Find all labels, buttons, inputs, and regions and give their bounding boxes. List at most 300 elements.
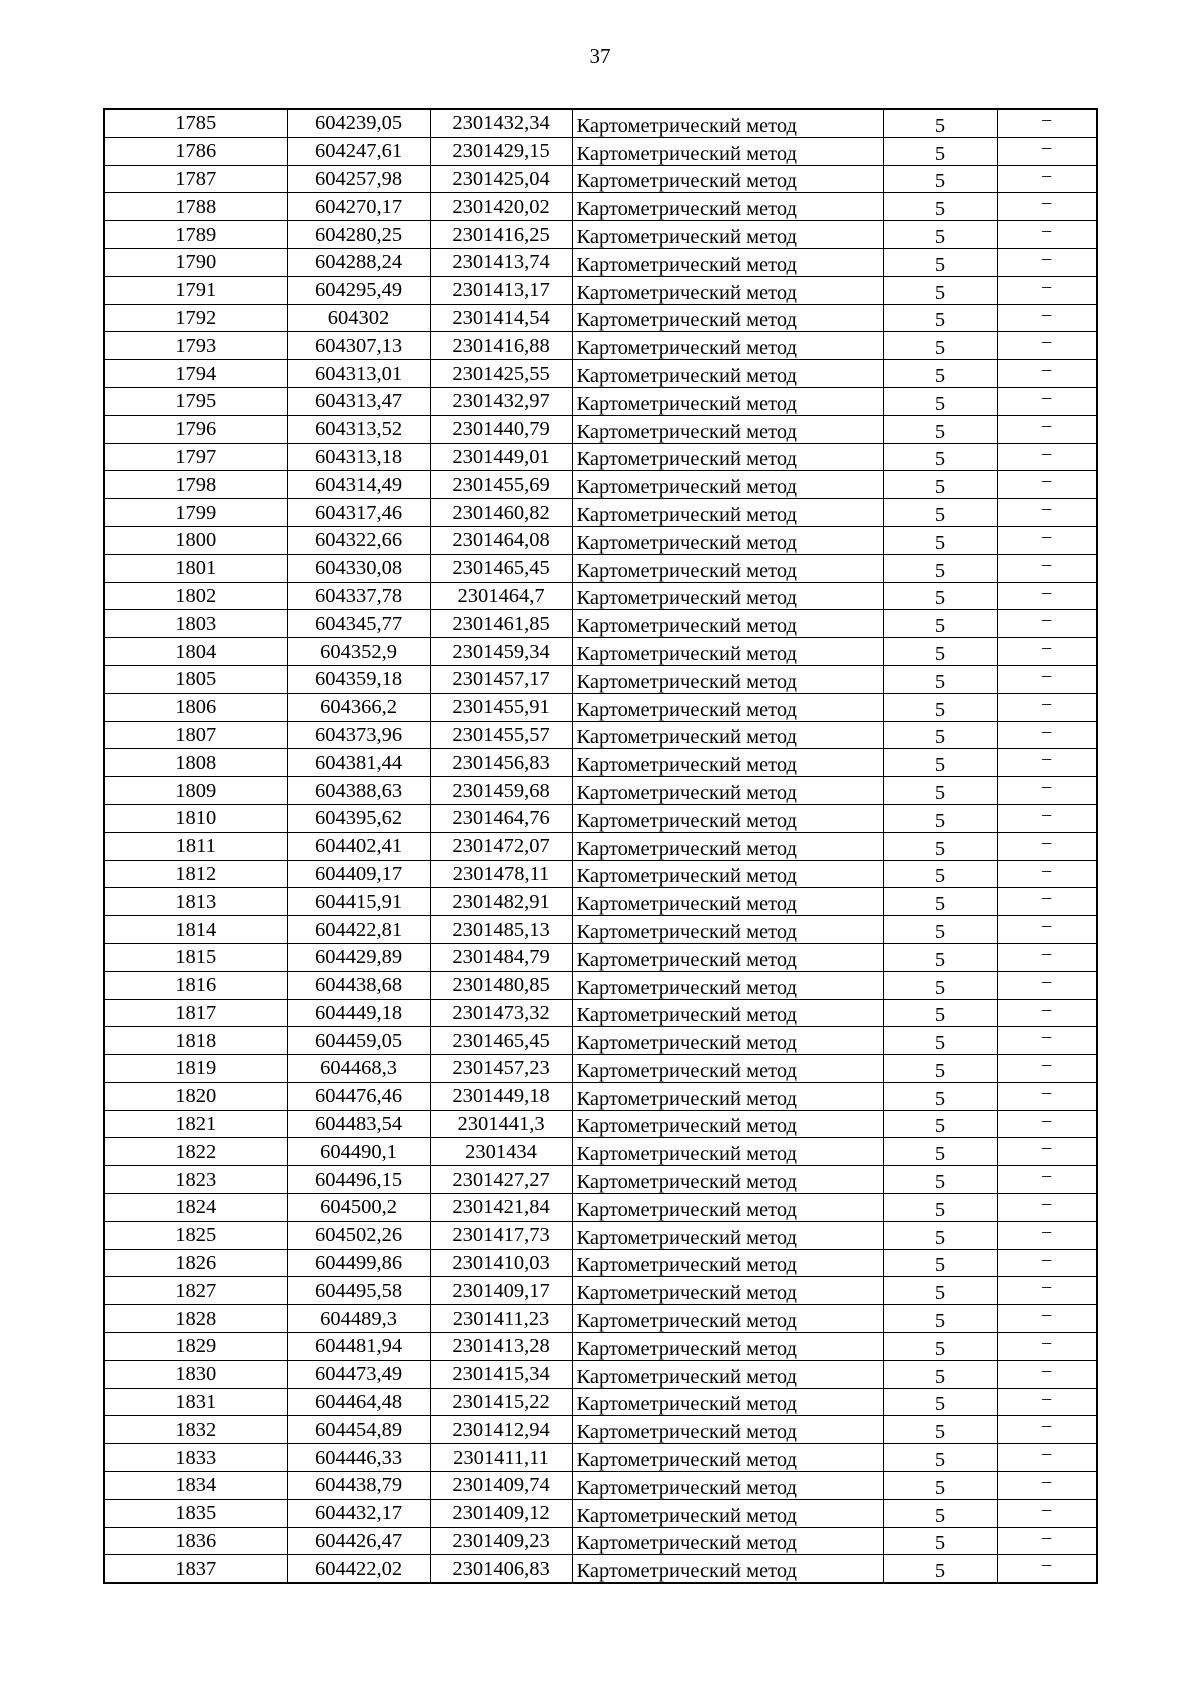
x-coordinate-cell: 604499,86 [287,1249,430,1277]
point-number-cell: 1823 [104,1166,287,1194]
y-coordinate-cell: 2301417,73 [430,1221,572,1249]
accuracy-cell: 5 [883,471,997,499]
note-cell: – [997,1360,1097,1388]
point-number-cell: 1831 [104,1388,287,1416]
point-number-cell: 1816 [104,971,287,999]
x-coordinate-cell: 604500,2 [287,1194,430,1222]
x-coordinate-cell: 604257,98 [287,165,430,193]
table-row [104,1360,1097,1388]
point-number-cell: 1822 [104,1138,287,1166]
y-coordinate-cell: 2301413,17 [430,276,572,304]
note-cell: – [997,1249,1097,1277]
y-coordinate-cell: 2301409,12 [430,1499,572,1527]
x-coordinate-cell: 604429,89 [287,943,430,971]
table-row [104,276,1097,304]
accuracy-cell: 5 [883,165,997,193]
table-row [104,1138,1097,1166]
table-row [104,1444,1097,1472]
accuracy-cell: 5 [883,109,997,137]
accuracy-cell: 5 [883,804,997,832]
table-row [104,471,1097,499]
y-coordinate-cell: 2301441,3 [430,1110,572,1138]
accuracy-cell: 5 [883,193,997,221]
accuracy-cell: 5 [883,1388,997,1416]
y-coordinate-cell: 2301420,02 [430,193,572,221]
method-cell: Картометрический метод [572,1360,883,1388]
accuracy-cell: 5 [883,248,997,276]
x-coordinate-cell: 604468,3 [287,1055,430,1083]
table-row [104,916,1097,944]
accuracy-cell: 5 [883,1416,997,1444]
note-cell: – [997,693,1097,721]
accuracy-cell: 5 [883,221,997,249]
y-coordinate-cell: 2301459,34 [430,638,572,666]
method-cell: Картометрический метод [572,721,883,749]
method-cell: Картометрический метод [572,804,883,832]
method-cell: Картометрический метод [572,832,883,860]
note-cell: – [997,360,1097,388]
method-cell: Картометрический метод [572,499,883,527]
table-row [104,332,1097,360]
point-number-cell: 1799 [104,499,287,527]
method-cell: Картометрический метод [572,1027,883,1055]
x-coordinate-cell: 604247,61 [287,137,430,165]
note-cell: – [997,1027,1097,1055]
table-row [104,971,1097,999]
method-cell: Картометрический метод [572,1194,883,1222]
y-coordinate-cell: 2301425,55 [430,360,572,388]
y-coordinate-cell: 2301464,7 [430,582,572,610]
table-row [104,137,1097,165]
point-number-cell: 1829 [104,1333,287,1361]
table-row [104,888,1097,916]
y-coordinate-cell: 2301409,17 [430,1277,572,1305]
x-coordinate-cell: 604313,47 [287,387,430,415]
method-cell: Картометрический метод [572,1249,883,1277]
point-number-cell: 1800 [104,526,287,554]
point-number-cell: 1791 [104,276,287,304]
coordinates-table [103,108,1098,1584]
point-number-cell: 1794 [104,360,287,388]
accuracy-cell: 5 [883,888,997,916]
method-cell: Картометрический метод [572,1221,883,1249]
method-cell: Картометрический метод [572,943,883,971]
x-coordinate-cell: 604489,3 [287,1305,430,1333]
table-row [104,999,1097,1027]
point-number-cell: 1804 [104,638,287,666]
accuracy-cell: 5 [883,1055,997,1083]
point-number-cell: 1795 [104,387,287,415]
point-number-cell: 1803 [104,610,287,638]
note-cell: – [997,1277,1097,1305]
accuracy-cell: 5 [883,749,997,777]
x-coordinate-cell: 604422,81 [287,916,430,944]
note-cell: – [997,304,1097,332]
accuracy-cell: 5 [883,1249,997,1277]
note-cell: – [997,554,1097,582]
y-coordinate-cell: 2301425,04 [430,165,572,193]
accuracy-cell: 5 [883,1527,997,1555]
note-cell: – [997,1055,1097,1083]
point-number-cell: 1808 [104,749,287,777]
accuracy-cell: 5 [883,1333,997,1361]
table-row [104,1110,1097,1138]
x-coordinate-cell: 604239,05 [287,109,430,137]
accuracy-cell: 5 [883,387,997,415]
point-number-cell: 1825 [104,1221,287,1249]
method-cell: Картометрический метод [572,332,883,360]
table-row [104,804,1097,832]
method-cell: Картометрический метод [572,193,883,221]
point-number-cell: 1830 [104,1360,287,1388]
x-coordinate-cell: 604307,13 [287,332,430,360]
x-coordinate-cell: 604313,18 [287,443,430,471]
point-number-cell: 1826 [104,1249,287,1277]
y-coordinate-cell: 2301455,91 [430,693,572,721]
accuracy-cell: 5 [883,1277,997,1305]
note-cell: – [997,276,1097,304]
x-coordinate-cell: 604337,78 [287,582,430,610]
accuracy-cell: 5 [883,777,997,805]
table-row [104,1221,1097,1249]
point-number-cell: 1790 [104,248,287,276]
point-number-cell: 1801 [104,554,287,582]
method-cell: Картометрический метод [572,443,883,471]
point-number-cell: 1824 [104,1194,287,1222]
y-coordinate-cell: 2301415,34 [430,1360,572,1388]
x-coordinate-cell: 604464,48 [287,1388,430,1416]
y-coordinate-cell: 2301449,01 [430,443,572,471]
note-cell: – [997,1527,1097,1555]
x-coordinate-cell: 604426,47 [287,1527,430,1555]
note-cell: – [997,1194,1097,1222]
note-cell: – [997,471,1097,499]
y-coordinate-cell: 2301409,74 [430,1472,572,1500]
point-number-cell: 1793 [104,332,287,360]
method-cell: Картометрический метод [572,971,883,999]
x-coordinate-cell: 604449,18 [287,999,430,1027]
y-coordinate-cell: 2301457,23 [430,1055,572,1083]
page-number: 37 [589,44,611,68]
table-row [104,1472,1097,1500]
point-number-cell: 1821 [104,1110,287,1138]
method-cell: Картометрический метод [572,610,883,638]
method-cell: Картометрический метод [572,554,883,582]
table-row [104,582,1097,610]
accuracy-cell: 5 [883,1110,997,1138]
x-coordinate-cell: 604409,17 [287,860,430,888]
accuracy-cell: 5 [883,276,997,304]
accuracy-cell: 5 [883,1194,997,1222]
table-row [104,638,1097,666]
x-coordinate-cell: 604496,15 [287,1166,430,1194]
method-cell: Картометрический метод [572,304,883,332]
table-row [104,387,1097,415]
note-cell: – [997,721,1097,749]
x-coordinate-cell: 604317,46 [287,499,430,527]
table-row [104,443,1097,471]
table-row [104,1249,1097,1277]
method-cell: Картометрический метод [572,137,883,165]
x-coordinate-cell: 604280,25 [287,221,430,249]
x-coordinate-cell: 604330,08 [287,554,430,582]
method-cell: Картометрический метод [572,276,883,304]
note-cell: – [997,1082,1097,1110]
accuracy-cell: 5 [883,1305,997,1333]
method-cell: Картометрический метод [572,471,883,499]
note-cell: – [997,971,1097,999]
table-row [104,415,1097,443]
x-coordinate-cell: 604438,68 [287,971,430,999]
table-row [104,554,1097,582]
x-coordinate-cell: 604476,46 [287,1082,430,1110]
table-row [104,1055,1097,1083]
x-coordinate-cell: 604483,54 [287,1110,430,1138]
y-coordinate-cell: 2301410,03 [430,1249,572,1277]
x-coordinate-cell: 604481,94 [287,1333,430,1361]
point-number-cell: 1828 [104,1305,287,1333]
note-cell: – [997,332,1097,360]
point-number-cell: 1785 [104,109,287,137]
method-cell: Картометрический метод [572,1527,883,1555]
y-coordinate-cell: 2301459,68 [430,777,572,805]
point-number-cell: 1787 [104,165,287,193]
note-cell: – [997,1388,1097,1416]
point-number-cell: 1815 [104,943,287,971]
accuracy-cell: 5 [883,1499,997,1527]
point-number-cell: 1827 [104,1277,287,1305]
x-coordinate-cell: 604422,02 [287,1555,430,1583]
y-coordinate-cell: 2301414,54 [430,304,572,332]
y-coordinate-cell: 2301473,32 [430,999,572,1027]
y-coordinate-cell: 2301432,97 [430,387,572,415]
x-coordinate-cell: 604388,63 [287,777,430,805]
x-coordinate-cell: 604438,79 [287,1472,430,1500]
method-cell: Картометрический метод [572,1333,883,1361]
note-cell: – [997,1444,1097,1472]
point-number-cell: 1786 [104,137,287,165]
note-cell: – [997,415,1097,443]
y-coordinate-cell: 2301484,79 [430,943,572,971]
x-coordinate-cell: 604495,58 [287,1277,430,1305]
point-number-cell: 1802 [104,582,287,610]
accuracy-cell: 5 [883,1444,997,1472]
accuracy-cell: 5 [883,971,997,999]
x-coordinate-cell: 604345,77 [287,610,430,638]
table-row [104,526,1097,554]
accuracy-cell: 5 [883,943,997,971]
y-coordinate-cell: 2301413,74 [430,248,572,276]
point-number-cell: 1814 [104,916,287,944]
x-coordinate-cell: 604473,49 [287,1360,430,1388]
method-cell: Картометрический метод [572,693,883,721]
accuracy-cell: 5 [883,721,997,749]
method-cell: Картометрический метод [572,221,883,249]
accuracy-cell: 5 [883,499,997,527]
method-cell: Картометрический метод [572,248,883,276]
accuracy-cell: 5 [883,665,997,693]
y-coordinate-cell: 2301460,82 [430,499,572,527]
x-coordinate-cell: 604359,18 [287,665,430,693]
y-coordinate-cell: 2301480,85 [430,971,572,999]
method-cell: Картометрический метод [572,165,883,193]
table-row [104,860,1097,888]
y-coordinate-cell: 2301457,17 [430,665,572,693]
note-cell: – [997,443,1097,471]
accuracy-cell: 5 [883,137,997,165]
note-cell: – [997,860,1097,888]
method-cell: Картометрический метод [572,888,883,916]
table-row [104,165,1097,193]
method-cell: Картометрический метод [572,1110,883,1138]
y-coordinate-cell: 2301409,23 [430,1527,572,1555]
method-cell: Картометрический метод [572,360,883,388]
note-cell: – [997,1166,1097,1194]
accuracy-cell: 5 [883,1360,997,1388]
point-number-cell: 1834 [104,1472,287,1500]
point-number-cell: 1810 [104,804,287,832]
y-coordinate-cell: 2301421,84 [430,1194,572,1222]
note-cell: – [997,1110,1097,1138]
point-number-cell: 1798 [104,471,287,499]
table-row [104,721,1097,749]
accuracy-cell: 5 [883,443,997,471]
note-cell: – [997,610,1097,638]
accuracy-cell: 5 [883,832,997,860]
y-coordinate-cell: 2301406,83 [430,1555,572,1583]
note-cell: – [997,804,1097,832]
y-coordinate-cell: 2301465,45 [430,554,572,582]
y-coordinate-cell: 2301455,57 [430,721,572,749]
method-cell: Картометрический метод [572,916,883,944]
x-coordinate-cell: 604313,01 [287,360,430,388]
accuracy-cell: 5 [883,360,997,388]
table-row [104,1416,1097,1444]
y-coordinate-cell: 2301434 [430,1138,572,1166]
y-coordinate-cell: 2301485,13 [430,916,572,944]
note-cell: – [997,888,1097,916]
note-cell: – [997,109,1097,137]
method-cell: Картометрический метод [572,860,883,888]
x-coordinate-cell: 604313,52 [287,415,430,443]
y-coordinate-cell: 2301464,08 [430,526,572,554]
method-cell: Картометрический метод [572,999,883,1027]
table-row [104,304,1097,332]
x-coordinate-cell: 604502,26 [287,1221,430,1249]
method-cell: Картометрический метод [572,582,883,610]
note-cell: – [997,193,1097,221]
accuracy-cell: 5 [883,304,997,332]
note-cell: – [997,1333,1097,1361]
point-number-cell: 1812 [104,860,287,888]
table-row [104,610,1097,638]
table-row [104,1555,1097,1583]
table-row [104,1388,1097,1416]
table-row [104,1082,1097,1110]
note-cell: – [997,165,1097,193]
x-coordinate-cell: 604366,2 [287,693,430,721]
method-cell: Картометрический метод [572,109,883,137]
x-coordinate-cell: 604454,89 [287,1416,430,1444]
y-coordinate-cell: 2301440,79 [430,415,572,443]
y-coordinate-cell: 2301482,91 [430,888,572,916]
point-number-cell: 1836 [104,1527,287,1555]
method-cell: Картометрический метод [572,1416,883,1444]
table-row [104,499,1097,527]
method-cell: Картометрический метод [572,777,883,805]
table-row [104,109,1097,137]
note-cell: – [997,777,1097,805]
point-number-cell: 1809 [104,777,287,805]
x-coordinate-cell: 604381,44 [287,749,430,777]
y-coordinate-cell: 2301416,25 [430,221,572,249]
note-cell: – [997,526,1097,554]
y-coordinate-cell: 2301416,88 [430,332,572,360]
point-number-cell: 1796 [104,415,287,443]
table-row [104,248,1097,276]
accuracy-cell: 5 [883,526,997,554]
accuracy-cell: 5 [883,582,997,610]
table-row [104,1305,1097,1333]
y-coordinate-cell: 2301415,22 [430,1388,572,1416]
table-row [104,1499,1097,1527]
accuracy-cell: 5 [883,1138,997,1166]
table-row [104,1027,1097,1055]
method-cell: Картометрический метод [572,1472,883,1500]
method-cell: Картометрический метод [572,1444,883,1472]
x-coordinate-cell: 604432,17 [287,1499,430,1527]
method-cell: Картометрический метод [572,1138,883,1166]
note-cell: – [997,1555,1097,1583]
table-row [104,777,1097,805]
x-coordinate-cell: 604446,33 [287,1444,430,1472]
table-row [104,749,1097,777]
table-row [104,943,1097,971]
note-cell: – [997,665,1097,693]
x-coordinate-cell: 604373,96 [287,721,430,749]
y-coordinate-cell: 2301411,23 [430,1305,572,1333]
method-cell: Картометрический метод [572,749,883,777]
note-cell: – [997,1305,1097,1333]
table-row [104,693,1097,721]
accuracy-cell: 5 [883,1221,997,1249]
accuracy-cell: 5 [883,1166,997,1194]
y-coordinate-cell: 2301478,11 [430,860,572,888]
note-cell: – [997,248,1097,276]
method-cell: Картометрический метод [572,1305,883,1333]
x-coordinate-cell: 604322,66 [287,526,430,554]
point-number-cell: 1788 [104,193,287,221]
accuracy-cell: 5 [883,916,997,944]
y-coordinate-cell: 2301429,15 [430,137,572,165]
y-coordinate-cell: 2301432,34 [430,109,572,137]
accuracy-cell: 5 [883,1027,997,1055]
y-coordinate-cell: 2301411,11 [430,1444,572,1472]
note-cell: – [997,1416,1097,1444]
accuracy-cell: 5 [883,610,997,638]
y-coordinate-cell: 2301413,28 [430,1333,572,1361]
x-coordinate-cell: 604352,9 [287,638,430,666]
point-number-cell: 1817 [104,999,287,1027]
point-number-cell: 1832 [104,1416,287,1444]
note-cell: – [997,1499,1097,1527]
table-row [104,1333,1097,1361]
method-cell: Картометрический метод [572,1055,883,1083]
y-coordinate-cell: 2301455,69 [430,471,572,499]
note-cell: – [997,499,1097,527]
point-number-cell: 1797 [104,443,287,471]
method-cell: Картометрический метод [572,1166,883,1194]
